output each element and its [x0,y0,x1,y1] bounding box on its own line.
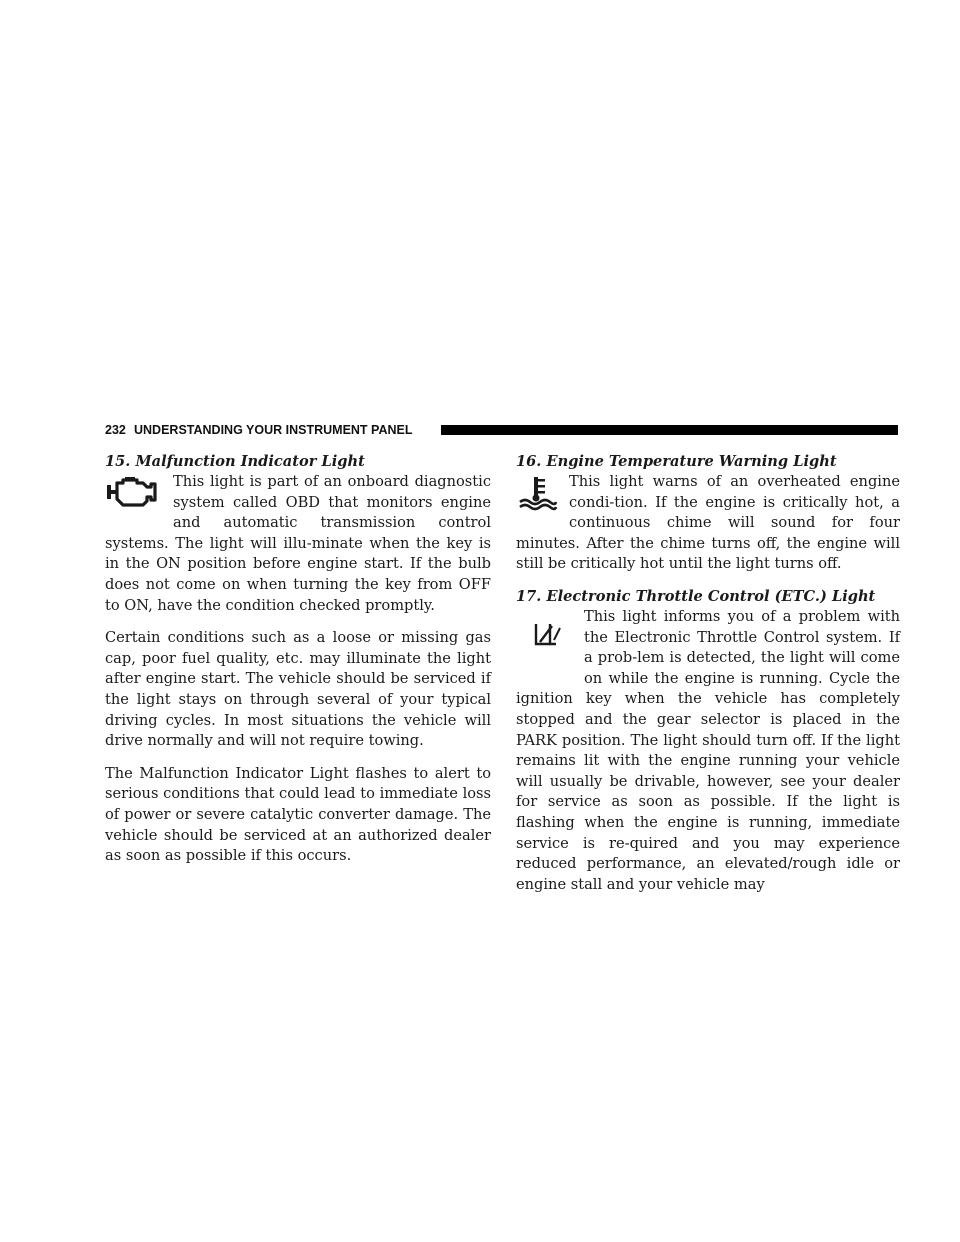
section-heading: 17. Electronic Throttle Control (ETC.) Light [516,587,876,605]
paragraph: This light warns of an overheated engine condi-tion. If the engine is critically hot, a continuous chime will sound for four minutes. After the chime turns off, the engine will still be critically hot until the light turns off. [516,473,900,573]
section-electronic-throttle-control [516,587,900,895]
page-header [105,420,898,438]
right-column [516,452,900,895]
paragraph: This light informs you of a problem with the Electronic Throttle Control system. If a prob-lem is detected, the light will come on while the engine is running. Cycle the ignition key when the vehicle has completely stopped and the gear selector is placed in the PARK position. The light should turn off. If the light remains lit with the engine running your vehicle will usually be drivable, however, see your dealer for service as soon as possible. If the light is flashing when the engine is running, immediate service is re-quired and you may experience reduced performance, an elevated/rough idle or engine stall and your vehicle may [516,607,900,893]
header-rule [441,425,898,435]
engine-temperature-icon [516,475,561,515]
check-engine-icon [105,475,165,515]
section-engine-temperature [516,452,900,575]
paragraph: This light is part of an onboard diagnostic system called OBD that monitors engine and automatic transmission control systems. The light will illu-minate when the key is in the ON position before engine start. If the bulb does not come on when turning the key from OFF to ON, have the condition checked promptly. [105,473,491,614]
left-column [105,452,491,867]
paragraph: Certain conditions such as a loose or missing gas cap, poor fuel quality, etc. may illuminate the light after engine start. The vehicle should be serviced if the light stays on through several of your typical driving cycles. In most situations the vehicle will drive normally and will not require towing. [105,629,491,750]
section-title: UNDERSTANDING YOUR INSTRUMENT PANEL [134,423,413,437]
section-heading: 16. Engine Temperature Warning Light [516,453,837,470]
page-number: 232 [105,423,126,437]
paragraph: The Malfunction Indicator Light flashes to alert to serious conditions that could lead to immediate loss of power or severe catalytic converter damage. The vehicle should be serviced at an authorized dealer as soon as possible if this occurs. [105,764,491,865]
throttle-control-icon [516,610,576,680]
section-malfunction-indicator [105,452,491,867]
section-heading: 15. Malfunction Indicator Light [105,453,365,470]
